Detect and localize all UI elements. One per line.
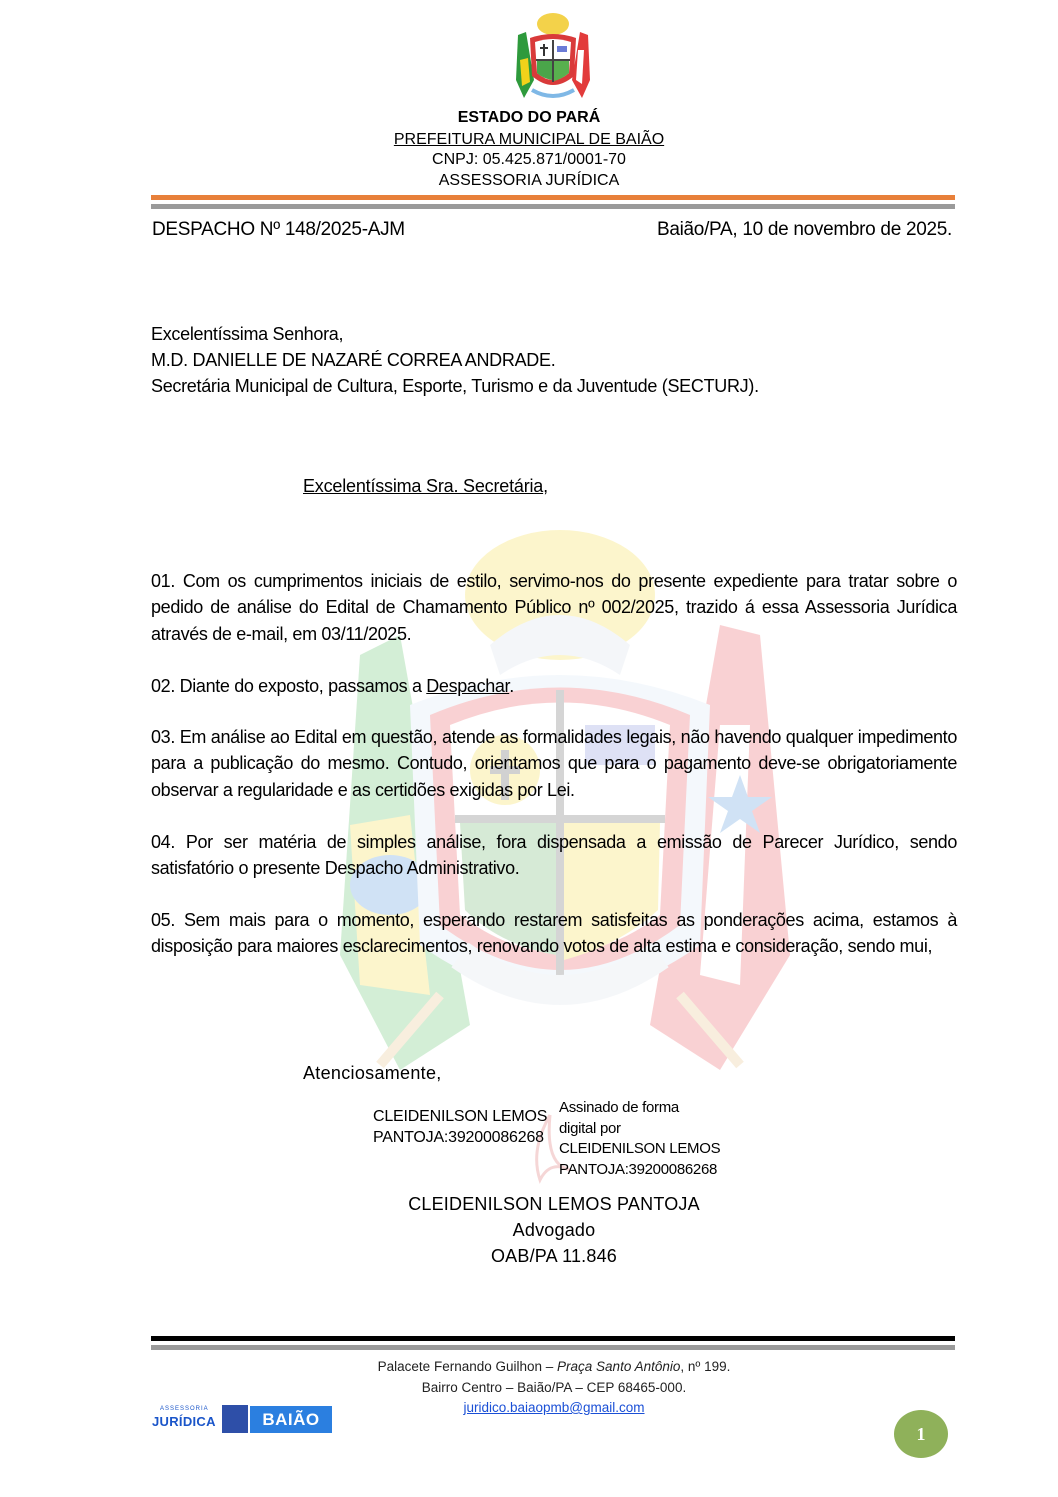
header-prefecture [0, 130, 1058, 150]
logo-assessoria-text: ASSESSORIA [160, 1406, 209, 1412]
logo-baiao-text: BAIÃO [250, 1406, 332, 1433]
greeting-text: Excelentíssima Sra. Secretária [303, 476, 544, 496]
digital-signature-line-3: CLEIDENILSON LEMOS [559, 1140, 721, 1157]
greeting-punct: , [543, 476, 548, 496]
signer-registration: OAB/PA 11.846 [490, 1246, 618, 1266]
header-gray-divider [151, 204, 955, 209]
footer-address-prefix: Palacete Fernando Guilhon – [377, 1359, 558, 1374]
footer-logo [152, 1404, 334, 1434]
greeting [303, 474, 548, 498]
footer-gray-divider [151, 1345, 955, 1350]
paragraph-01: 01. Com os cumprimentos iniciais de estilo, servimo-nos do presente expediente para tratar sobre o pedido de análise do Edital de Chamamento Público nº 002/2025, trazido á essa Assessoria Jurídica através de e-mail, em 03/11/2025. [151, 571, 957, 644]
addressee-name: M.D. DANIELLE DE NAZARÉ CORREA ANDRADE. [151, 350, 556, 370]
document-place-date: Baião/PA, 10 de novembro de 2025. [656, 219, 952, 240]
header-department: ASSESSORIA JURÍDICA [438, 172, 620, 189]
logo-juridica-text: JURÍDICA [152, 1414, 216, 1429]
coat-of-arms-icon [512, 10, 594, 108]
footer-email-link[interactable]: juridico.baiaopmb@gmail.com [463, 1400, 645, 1415]
paragraph-02 [151, 673, 957, 699]
paragraph-05: 05. Sem mais para o momento, esperando restarem satisfeitas as ponderações acima, estamos à disposição para maiores esclarecimentos, renovando votos de alta estima e consideração, sendo mui, [151, 910, 957, 957]
paragraph-02-suffix: . [509, 676, 514, 696]
signer-name: CLEIDENILSON LEMOS PANTOJA [408, 1194, 700, 1214]
addressee-title: Secretária Municipal de Cultura, Esporte, Turismo e da Juventude (SECTURJ). [151, 376, 759, 396]
digital-signature-id[interactable]: CLEIDENILSON LEMOS PANTOJA:39200086268 [373, 1108, 548, 1146]
paragraph-03: 03. Em análise ao Edital em questão, atende as formalidades legais, não havendo qualquer impedimento para a publicação do mesmo. Contudo, orientamos que para o pagamento deve-se obrigatoriamente observar a regularidade e as certidões exigidas por Lei. [151, 727, 957, 800]
logo-crest-icon [222, 1405, 248, 1433]
footer-black-divider [151, 1336, 955, 1341]
document-number: DESPACHO Nº 148/2025-AJM [152, 219, 405, 240]
header-prefecture-text: PREFEITURA MUNICIPAL DE BAIÃO [393, 131, 665, 148]
header-orange-divider [151, 195, 955, 200]
footer-address-italic: Praça Santo Antônio [557, 1359, 681, 1374]
footer-district: Bairro Centro – Baião/PA – CEP 68465-000. [421, 1380, 687, 1395]
signer-role: Advogado [512, 1220, 596, 1240]
addressee-salutation: Excelentíssima Senhora, [151, 324, 344, 344]
footer-address-suffix: , nº 199. [680, 1359, 731, 1374]
closing: Atenciosamente, [303, 1063, 442, 1083]
page-number-badge: 1 [894, 1410, 948, 1458]
footer-address [0, 1357, 1058, 1377]
paragraph-02-prefix: 02. Diante do exposto, passamos a [151, 676, 427, 696]
digital-signature-info[interactable] [559, 1098, 749, 1180]
digital-signature-line-2: digital por [559, 1119, 621, 1137]
digital-signature-line-4: PANTOJA:39200086268 [559, 1160, 718, 1178]
header-state: ESTADO DO PARÁ [457, 109, 601, 126]
paragraph-04: 04. Por ser matéria de simples análise, fora dispensada a emissão de Parecer Jurídico, sendo satisfatório o presente Despacho Administrativo. [151, 832, 957, 879]
paragraph-02-despachar: Despachar [426, 676, 510, 696]
header-cnpj: CNPJ: 05.425.871/0001-70 [432, 151, 626, 168]
digital-signature-line-1: Assinado de forma [559, 1099, 679, 1116]
